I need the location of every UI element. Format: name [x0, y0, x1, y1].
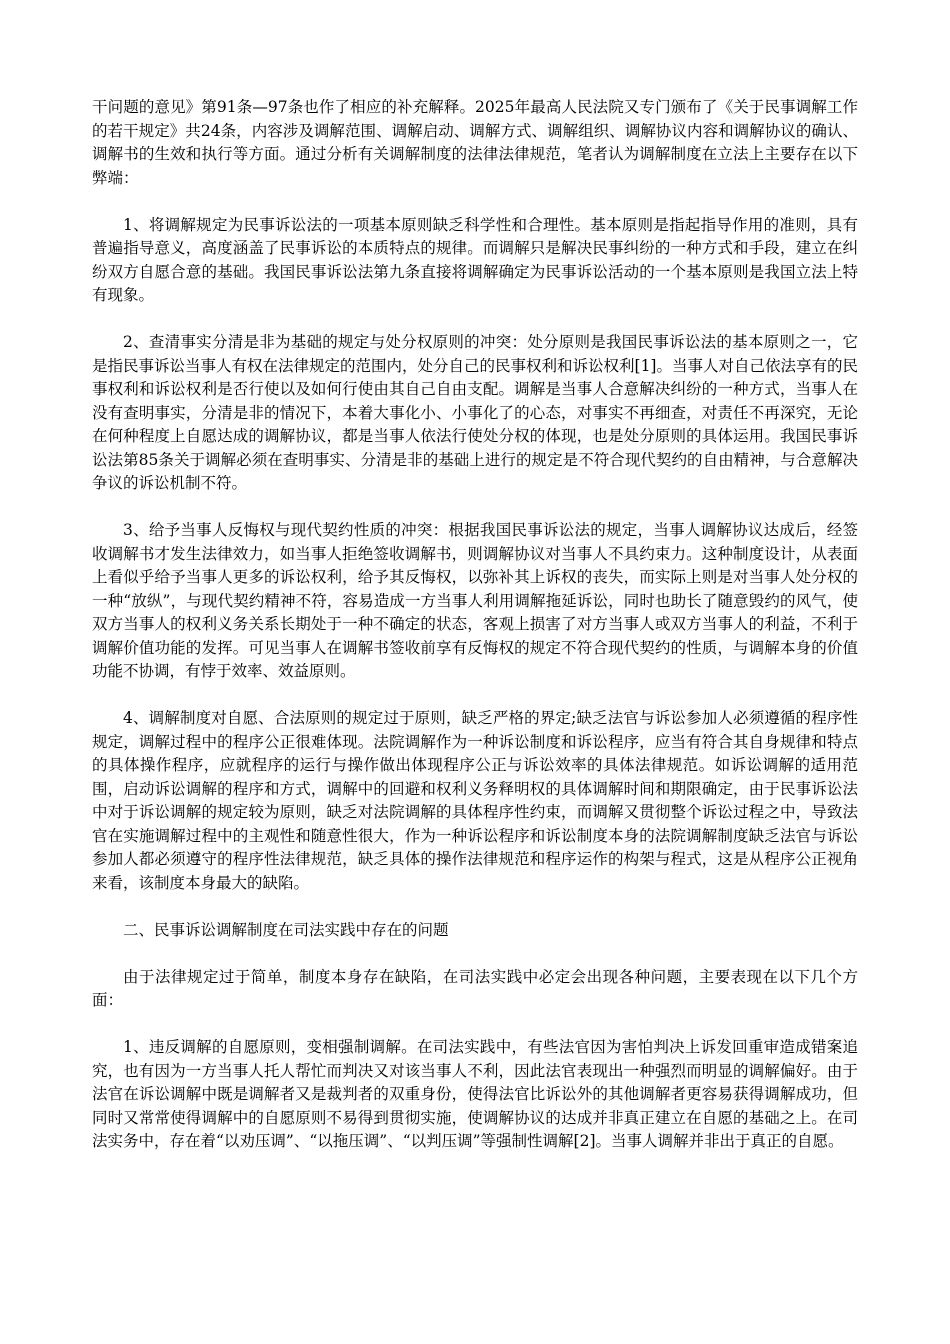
paragraph-point-4: 4、调解制度对自愿、合法原则的规定过于原则，缺乏严格的界定;缺乏法官与诉讼参加人必须遵循的程序性规定，调解过程中的程序公正很难体现。法院调解作为一种诉讼制度和诉讼程序，应当有符合其自身规律和特点的具体操作程序，应就程序的运行与操作做出体现程序公正与诉讼效率的具体法律规范。如诉讼调解的适用范围，启动诉讼调解的程序和方式，调解中的回避和权利义务释明权的具体调解时间和期限确定，由于民事诉讼法中对于诉讼调解的规定较为原则，缺乏对法院调解的具体程序性约束，而调解又贯彻整个诉讼过程之中，导致法官在实施调解过程中的主观性和随意性很大，作为一种诉讼程序和诉讼制度本身的法院调解制度缺乏法官与诉讼参加人都必须遵守的程序性法律规范，缺乏具体的操作法律规范和程序运作的构架与程式，这是从程序公正视角来看，该制度本身最大的缺陷。	[92, 709, 858, 892]
paragraph-practice-point-1: 1、违反调解的自愿原则，变相强制调解。在司法实践中，有些法官因为害怕判决上诉发回重审造成错案追究，也有因为一方当事人托人帮忙而判决又对该当事人不利，因此法官表现出一种强烈而明显的调解偏好。由于法官在诉讼调解中既是调解者又是裁判者的双重身份，使得法官比诉讼外的其他调解者更容易获得调解成功，但同时又常常使得调解中的自愿原则不易得到贯彻实施，使调解协议的达成并非真正建立在自愿的基础之上。在司法实务中，存在着“以劝压调”、“以拖压调”、“以判压调”等强制性调解[2]。当事人调解并非出于真正的自愿。	[92, 1038, 858, 1150]
paragraph-point-1: 1、将调解规定为民事诉讼法的一项基本原则缺乏科学性和合理性。基本原则是指起指导作用的准则，具有普遍指导意义，高度涵盖了民事诉讼的本质特点的规律。而调解只是解决民事纠纷的一种方式和手段，建立在纠纷双方自愿合意的基础。我国民事诉讼法第九条直接将调解确定为民事诉讼活动的一个基本原则是我国立法上特有现象。	[92, 215, 858, 304]
paragraph-point-3: 3、给予当事人反悔权与现代契约性质的冲突：根据我国民事诉讼法的规定，当事人调解协议达成后，经签收调解书才发生法律效力，如当事人拒绝签收调解书，则调解协议对当事人不具约束力。这种制度设计，从表面上看似乎给予当事人更多的诉讼权利，给予其反悔权，以弥补其上诉权的丧失，而实际上则是对当事人处分权的一种“放纵”，与现代契约精神不符，容易造成一方当事人利用调解拖延诉讼，同时也助长了随意毁约的风气，使双方当事人的权利义务关系长期处于一种不确定的状态，客观上损害了对方当事人或双方当事人的利益，不利于调解价值功能的发挥。可见当事人在调解书签收前享有反悔权的规定不符合现代契约的性质，与调解本身的价值功能不协调，有悖于效率、效益原则。	[92, 521, 858, 680]
document-body	[92, 96, 858, 1154]
paragraph-intro: 由于法律规定过于简单，制度本身存在缺陷，在司法实践中必定会出现各种问题，主要表现在以下几个方面：	[92, 967, 858, 1009]
paragraph-point-2: 2、查清事实分清是非为基础的规定与处分权原则的冲突：处分原则是我国民事诉讼法的基本原则之一，它是指民事诉讼当事人有权在法律规定的范围内，处分自己的民事权利和诉讼权利[1]。当事人对自己依法享有的民事权利和诉讼权利是否行使以及如何行使由其自己自由支配。调解是当事人合意解决纠纷的一种方式，当事人在没有查明事实，分清是非的情况下，本着大事化小、小事化了的心态，对事实不再细查，对责任不再深究，无论在何种程度上自愿达成的调解协议，都是当事人依法行使处分权的体现，也是处分原则的具体运用。我国民事诉讼法第85条关于调解必须在查明事实、分清是非的基础上进行的规定是不符合现代契约的自由精神，与合意解决争议的诉讼机制不符。	[92, 333, 858, 492]
section-heading: 二、民事诉讼调解制度在司法实践中存在的问题	[123, 920, 449, 939]
paragraph-continuation: 干问题的意见》第91条—97条也作了相应的补充解释。2025年最高人民法院又专门颁布了《关于民事调解工作的若干规定》共24条，内容涉及调解范围、调解启动、调解方式、调解组织、调解协议内容和调解协议的确认、调解书的生效和执行等方面。通过分析有关调解制度的法律法律规范，笔者认为调解制度在立法上主要存在以下弊端：	[92, 98, 858, 187]
